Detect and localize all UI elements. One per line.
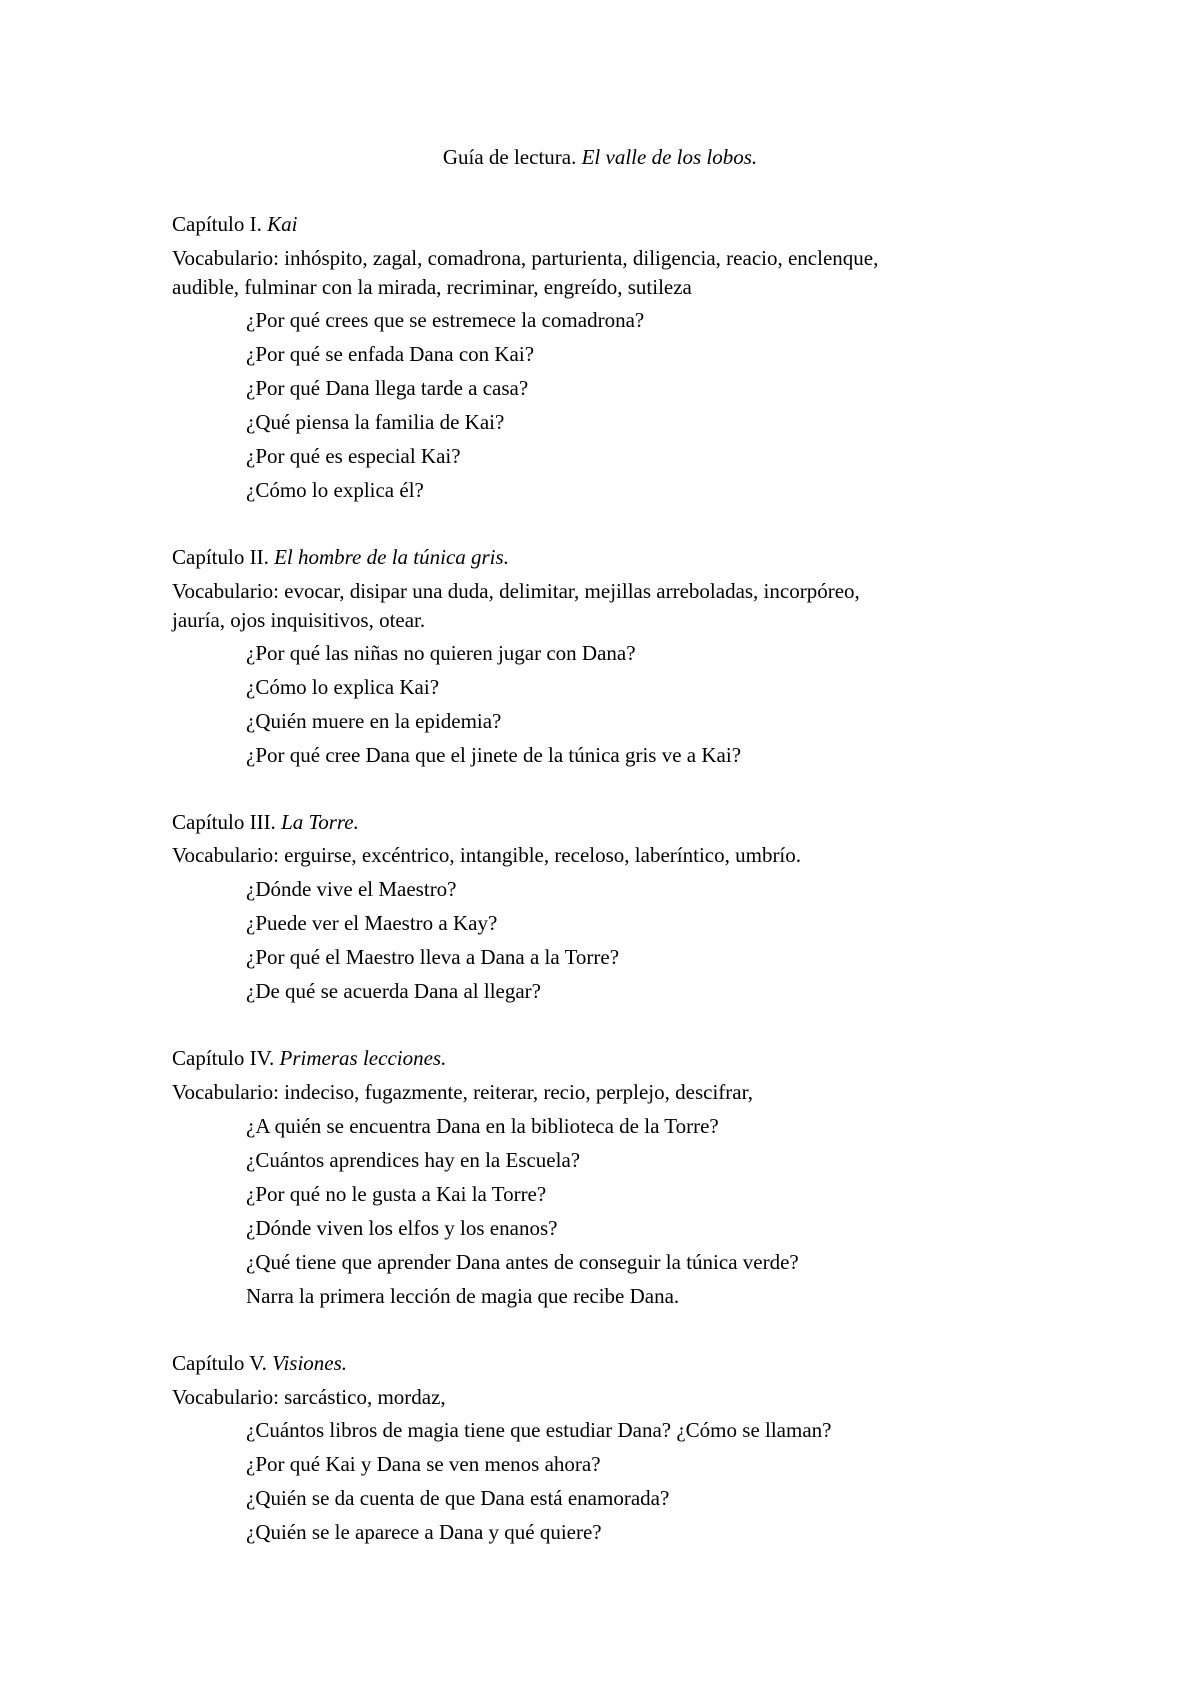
question: ¿Por qué crees que se estremece la comadrona?	[246, 308, 645, 332]
question: ¿Por qué las niñas no quieren jugar con Dana?	[246, 641, 636, 665]
question: ¿Dónde viven los elfos y los enanos?	[246, 1216, 558, 1240]
chapter-heading	[172, 812, 359, 833]
chapter-number: Capítulo II.	[172, 545, 275, 569]
question: ¿Quién se da cuenta de que Dana está enamorada?	[246, 1486, 670, 1510]
chapter-heading	[172, 1353, 347, 1374]
question: ¿Por qué se enfada Dana con Kai?	[246, 342, 535, 366]
question: ¿Cómo lo explica él?	[246, 478, 424, 502]
question: ¿De qué se acuerda Dana al llegar?	[246, 979, 541, 1003]
chapter-title: La Torre.	[281, 810, 359, 834]
vocabulary-line: audible, fulminar con la mirada, recriminar, engreído, sutileza	[172, 275, 692, 299]
question: ¿Por qué el Maestro lleva a Dana a la Torre?	[246, 945, 620, 969]
book-title: El valle de los lobos.	[581, 145, 758, 169]
document-title	[0, 147, 1200, 168]
chapter-heading	[172, 547, 509, 568]
chapter-number: Capítulo IV.	[172, 1046, 280, 1070]
question: ¿Por qué Kai y Dana se ven menos ahora?	[246, 1452, 601, 1476]
chapter-heading	[172, 214, 297, 235]
question: ¿Qué piensa la familia de Kai?	[246, 410, 505, 434]
question: ¿Por qué cree Dana que el jinete de la túnica gris ve a Kai?	[246, 743, 742, 767]
vocabulary-line: Vocabulario: erguirse, excéntrico, intangible, receloso, laberíntico, umbrío.	[172, 843, 802, 867]
question: ¿Cuántos libros de magia tiene que estudiar Dana? ¿Cómo se llaman?	[246, 1418, 832, 1442]
vocabulary-line: jauría, ojos inquisitivos, otear.	[172, 608, 426, 632]
question: ¿Quién se le aparece a Dana y qué quiere?	[246, 1520, 602, 1544]
question: ¿Quién muere en la epidemia?	[246, 709, 502, 733]
question: ¿Cuántos aprendices hay en la Escuela?	[246, 1148, 581, 1172]
question: ¿Cómo lo explica Kai?	[246, 675, 440, 699]
chapter-title: Kai	[267, 212, 298, 236]
chapter-number: Capítulo III.	[172, 810, 282, 834]
title-prefix: Guía de lectura.	[442, 145, 582, 169]
question: ¿Puede ver el Maestro a Kay?	[246, 911, 498, 935]
question: ¿A quién se encuentra Dana en la biblioteca de la Torre?	[246, 1114, 719, 1138]
vocabulary-line: Vocabulario: sarcástico, mordaz,	[172, 1385, 446, 1409]
question: ¿Dónde vive el Maestro?	[246, 877, 457, 901]
question: Narra la primera lección de magia que recibe Dana.	[246, 1284, 680, 1308]
vocabulary-line: Vocabulario: inhóspito, zagal, comadrona, parturienta, diligencia, reacio, enclenque,	[172, 246, 879, 270]
question: ¿Por qué Dana llega tarde a casa?	[246, 376, 529, 400]
chapter-title: El hombre de la túnica gris.	[274, 545, 509, 569]
chapter-number: Capítulo I.	[172, 212, 268, 236]
vocabulary-line: Vocabulario: evocar, disipar una duda, delimitar, mejillas arreboladas, incorpóreo,	[172, 579, 860, 603]
question: ¿Qué tiene que aprender Dana antes de conseguir la túnica verde?	[246, 1250, 799, 1274]
question: ¿Por qué es especial Kai?	[246, 444, 461, 468]
chapter-heading	[172, 1048, 446, 1069]
question: ¿Por qué no le gusta a Kai la Torre?	[246, 1182, 547, 1206]
chapter-title: Primeras lecciones.	[279, 1046, 447, 1070]
vocabulary-line: Vocabulario: indeciso, fugazmente, reiterar, recio, perplejo, descifrar,	[172, 1080, 753, 1104]
chapter-title: Visiones.	[272, 1351, 348, 1375]
chapter-number: Capítulo V.	[172, 1351, 273, 1375]
